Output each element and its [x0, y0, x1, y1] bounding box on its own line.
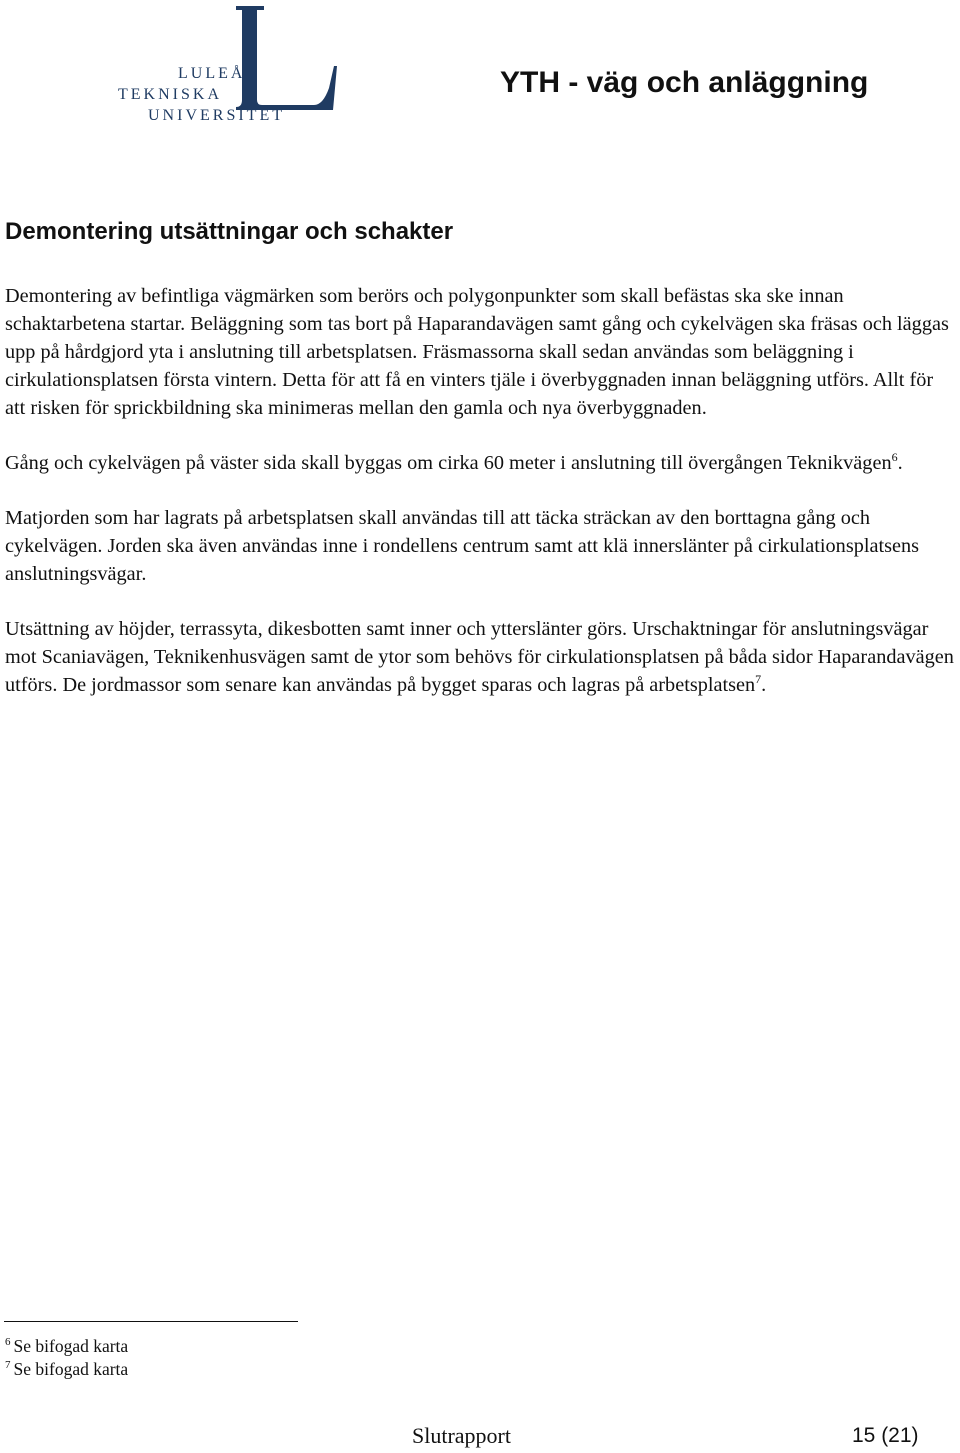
footnote: [5, 1358, 128, 1381]
footnotes: [5, 1335, 128, 1381]
document-title: YTH - väg och anläggning: [500, 66, 869, 99]
footnote: [5, 1335, 128, 1358]
footnote-text: Se bifogad karta: [13, 1336, 129, 1356]
footnote-number: 6: [5, 1336, 11, 1348]
logo-line-3: UNIVERSITET: [148, 107, 285, 124]
paragraph-end: .: [761, 674, 767, 696]
section-heading: Demontering utsättningar och schakter: [5, 218, 454, 245]
footnote-number: 7: [5, 1359, 11, 1371]
body-text: [5, 282, 957, 726]
logo-line-1: LULEÅ: [178, 65, 246, 82]
paragraph-text: Matjorden som har lagrats på arbetsplatsen skall användas till att täcka sträckan av den borttagna gång och cykelvägen. Jorden ska även användas inne i rondellens centrum samt att klä innerslänter på cirkulationsplatsens anslutningsvägar.: [5, 507, 920, 585]
footnote-ref[interactable]: 7: [755, 672, 762, 686]
paragraph: [5, 504, 957, 588]
page-number: 15 (21): [852, 1424, 919, 1447]
logo-line-2: TEKNISKA: [118, 86, 222, 103]
paragraph: [5, 615, 957, 699]
footnote-ref[interactable]: 6: [891, 450, 898, 464]
paragraph-text: Utsättning av höjder, terrassyta, dikesbotten samt inner och ytterslänter görs. Urschaktningar för anslutningsvägar mot Scaniavägen, Teknikenhusvägen samt de ytor som behövs för cirkulationsplatsen på båda sidor Haparandavägen utförs. De jordmassor som senare kan användas på bygget sparas och lagras på arbetsplatsen: [5, 618, 954, 696]
university-logo-icon: [118, 4, 340, 124]
logo-l-mark: [236, 6, 337, 110]
paragraph-end: .: [897, 452, 903, 474]
paragraph-text: Demontering av befintliga vägmärken som berörs och polygonpunkter som skall befästas ska ske innan schaktarbetena startar. Beläggning som tas bort på Haparandavägen samt gång och cykelvägen ska fräsas och läggas upp på hårdgjord yta i anslutning till arbetsplatsen. Fräsmassorna skall sedan användas som beläggning i cirkulationsplatsen första vintern. Detta för att få en vinters tjäle i överbyggnaden innan beläggning utförs. Allt för att risken för sprickbildning ska minimeras mellan den gamla och nya överbyggnaden.: [5, 285, 949, 419]
university-logo: [118, 4, 340, 124]
footnote-text: Se bifogad karta: [13, 1359, 129, 1379]
paragraph: [5, 282, 957, 422]
paragraph-text: Gång och cykelvägen på väster sida skall byggas om cirka 60 meter i anslutning till övergången Teknikvägen: [5, 452, 892, 474]
footer-label: Slutrapport: [412, 1423, 511, 1448]
paragraph: [5, 449, 957, 477]
footnote-divider: [4, 1321, 298, 1322]
